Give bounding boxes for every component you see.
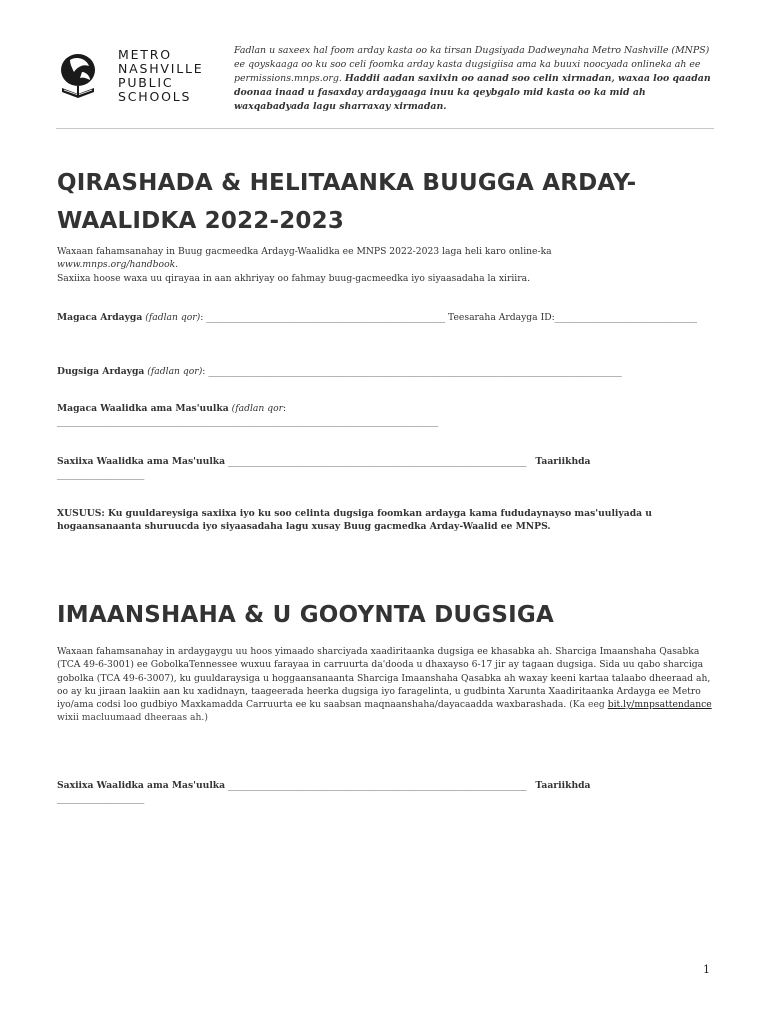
reminder-note: XUSUUS: Ku guuldareysiga saxiixa iyo ku soo celinta dugsiga foomkan ardayga kama fududaynayso mas'uuliyada u hogaansanaanta shuruucda iyo siyaasadaha lagu xusay Buug gacmedka Arday-Waalid ee MNPS. <box>57 508 652 533</box>
intro-line1: Waxaan fahamsanahay in Buug gacmeedka Ardayg-Waalidka ee MNPS 2022-2023 laga heli karo online-ka <box>57 246 552 257</box>
school-field[interactable] <box>57 365 717 378</box>
section1-intro: Waxaan fahamsanahay in Buug gacmeedka Ardayg-Waalidka ee MNPS 2022-2023 laga heli karo online-ka www.mnps.org/handbook. Saxiixa hoose waxa uu qirayaa in aan akhriyay oo fahmay buug-gacmeedka iyo siyaasadaha la xiriira. <box>57 246 552 284</box>
attendance-text: Waxaan fahamsanahay in ardaygaygu uu hoos yimaado sharciyada xaadiritaanka dugsiga ee khasabka ah. Sharciga Imaanshaha Qasabka (TCA 49-6-3001) ee GobolkaTennessee wuxuu farayaa in carruurta da'dooda u dhaxayso 6-17 jir ay tagaan dugsiga. Sida uu qabo sharciga gobolka (TCA 49-6-3007), ku guuldaraysiga u hoggaansanaanta Sharciga Imaanshaha Qasabka ah waxay keeni kartaa talaabo dheeraad ah, oo ay ku jiraan laakiin aan ku xadidnayn, taageerada heerka dugsiga iyo faragelinta, u gudbinta Xarunta Xaadiritaanka Ardayga ee Metro iyo/ama codsi loo gudbiyo Maxkamadda Carruurta ee ku saabsan maqnaanshaha/dayacaadda waxbarashada. <box>57 646 711 711</box>
signature-label: Saxiixa Waalidka ama Mas'uulka <box>57 456 226 467</box>
attendance-link[interactable]: bit.ly/mnpsattendance <box>607 699 712 711</box>
section1-title: QIRASHADA & HELITAANKA BUUGGA ARDAY-WAALIDKA 2022-2023 <box>57 170 637 234</box>
parent-name-field[interactable] <box>57 402 717 429</box>
student-name-hint: (fadlan qor) <box>145 312 201 323</box>
school-label: Dugsiga Ardayga <box>57 366 145 377</box>
date-label: Taariikhda <box>535 456 591 467</box>
mnps-logo <box>56 48 206 106</box>
logo-line: METRO <box>118 47 172 62</box>
signature-label: Saxiixa Waalidka ama Mas'uulka <box>57 780 226 791</box>
see-prefix: (Ka eeg <box>569 699 605 711</box>
date-label: Taariikhda <box>535 780 591 791</box>
student-id-label[interactable]: Teesaraha Ardayga ID:_______________________________ <box>445 312 698 323</box>
see-suffix: wixii macluumaad dheeraas ah.) <box>57 712 208 724</box>
mnps-emblem-icon <box>56 50 104 102</box>
signature-field-1[interactable] <box>57 455 717 482</box>
notice-bold-text: Haddii aadan saxiixin oo aanad soo celin xirmadan, waxaa loo qaadan doonaa inaad u fasaxday ardaygaaga inuu ka qeybgalo mid kasta oo ka mid ah waxqabadyada lagu sharraxay xirmadan. <box>234 73 711 112</box>
logo-line: SCHOOLS <box>118 89 192 104</box>
student-name-label: Magaca Ardayga <box>57 312 143 323</box>
logo-line: NASHVILLE <box>118 61 204 76</box>
intro-line2: Saxiixa hoose waxa uu qirayaa in aan akhriyay oo fahmay buug-gacmeedka iyo siyaasadaha la xiriira. <box>57 272 531 284</box>
section2-title: IMAANSHAHA & U GOOYNTA DUGSIGA <box>57 602 554 628</box>
parent-name-line[interactable]: : ___________________________________________________________________________________ <box>57 403 439 428</box>
date-line[interactable]: ___________________ <box>57 793 145 805</box>
page-number: 1 <box>703 963 710 976</box>
handbook-url[interactable]: www.mnps.org/handbook <box>57 259 176 271</box>
header-divider <box>56 128 714 129</box>
section2-body <box>57 645 717 725</box>
parent-name-label: Magaca Waalidka ama Mas'uulka <box>57 403 229 414</box>
student-name-field[interactable] <box>57 311 717 324</box>
logo-line: PUBLIC <box>118 75 174 90</box>
school-line[interactable]: : __________________________________________________________________________________________ <box>202 366 622 377</box>
date-line[interactable]: ___________________ <box>57 469 145 481</box>
school-hint: (fadlan qor) <box>147 366 203 377</box>
signature-field-2[interactable] <box>57 779 717 806</box>
mnps-logo-text <box>118 48 204 104</box>
header-notice <box>234 44 719 114</box>
parent-name-hint: (fadlan qor <box>231 403 284 414</box>
signature-line[interactable]: _________________________________________________________________ <box>225 456 527 467</box>
notice-text: Fadlan u saxeex hal foom arday kasta oo ka tirsan Dugsiyada Dadweynaha Metro Nashville (MNPS) ee qoyskaaga oo ku soo celi foomka arday kasta dugsigiisa ama ka buuxi noocyada onlineka ah ee permissions.mnps.org. <box>234 45 710 84</box>
student-name-line[interactable]: : ____________________________________________________ <box>200 312 446 323</box>
signature-line[interactable]: _________________________________________________________________ <box>225 780 527 791</box>
